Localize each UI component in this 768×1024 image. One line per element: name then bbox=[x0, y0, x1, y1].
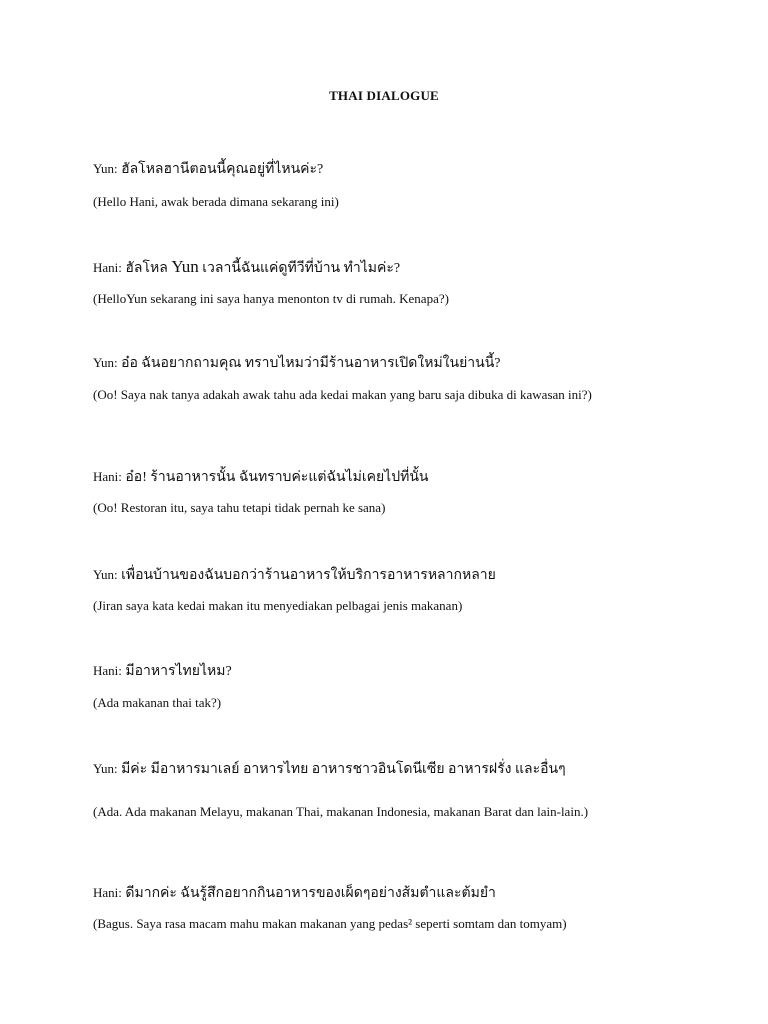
dialogue-line-thai bbox=[93, 160, 675, 178]
name-mention: Yun bbox=[171, 257, 199, 276]
thai-text: มีอาหารไทยไหม? bbox=[125, 664, 232, 679]
thai-text: เวลานี้ฉันแค่ดูทีวีที่บ้าน ทำไมค่ะ? bbox=[202, 261, 401, 276]
dialogue-line-thai bbox=[93, 760, 675, 778]
speaker-name: Hani: bbox=[93, 885, 122, 900]
document-title: THAI DIALOGUE bbox=[329, 88, 439, 103]
thai-text: ฮัลโหลฮานีตอนนี้คุณอยู่ที่ไหนค่ะ? bbox=[121, 162, 324, 177]
dialogue-translation: (Hello Hani, awak berada dimana sekarang ini) bbox=[93, 194, 339, 209]
thai-text: ดีมากค่ะ ฉันรู้สึกอยากกินอาหารของเผ็ดๆอย่างส้มตำและต้มยำ bbox=[125, 886, 496, 901]
dialogue-translation: (Oo! Restoran itu, saya tahu tetapi tidak pernah ke sana) bbox=[93, 500, 386, 515]
speaker-name: Hani: bbox=[93, 469, 122, 484]
dialogue-translation: (HelloYun sekarang ini saya hanya menonton tv di rumah. Kenapa?) bbox=[93, 291, 449, 306]
thai-text: อ๋อ ฉันอยากถามคุณ ทราบไหมว่ามีร้านอาหารเปิดใหม่ในย่านนี้? bbox=[121, 356, 501, 371]
thai-text: มีค่ะ มีอาหารมาเลย์ อาหารไทย อาหารชาวอินโดนีเซีย อาหารฝรั่ง และอื่นๆ bbox=[121, 762, 566, 777]
speaker-name: Yun: bbox=[93, 161, 118, 176]
speaker-name: Yun: bbox=[93, 567, 118, 582]
dialogue-line-thai bbox=[93, 258, 675, 277]
dialogue-translation: (Bagus. Saya rasa macam mahu makan makanan yang pedas² seperti somtam dan tomyam) bbox=[93, 916, 567, 931]
dialogue-translation: (Ada. Ada makanan Melayu, makanan Thai, makanan Indonesia, makanan Barat dan lain-lain.) bbox=[93, 804, 589, 819]
dialogue-line-thai bbox=[93, 468, 675, 486]
thai-text: อ๋อ! ร้านอาหารนั้น ฉันทราบค่ะแต่ฉันไม่เคยไปที่นั้น bbox=[125, 470, 429, 485]
dialogue-line-thai bbox=[93, 884, 675, 902]
speaker-name: Yun: bbox=[93, 761, 118, 776]
dialogue-line-thai bbox=[93, 662, 675, 680]
dialogue-line-thai bbox=[93, 354, 675, 372]
thai-text: เพื่อนบ้านของฉันบอกว่าร้านอาหารให้บริการอาหารหลากหลาย bbox=[121, 568, 496, 583]
dialogue-line-thai bbox=[93, 566, 675, 584]
dialogue-translation: (Oo! Saya nak tanya adakah awak tahu ada kedai makan yang baru saja dibuka di kawasan ini?) bbox=[93, 387, 592, 402]
thai-text-prefix: ฮัลโหล bbox=[125, 261, 168, 276]
speaker-name: Hani: bbox=[93, 260, 122, 275]
dialogue-translation: (Jiran saya kata kedai makan itu menyediakan pelbagai jenis makanan) bbox=[93, 598, 463, 613]
dialogue-translation: (Ada makanan thai tak?) bbox=[93, 695, 222, 710]
speaker-name: Yun: bbox=[93, 355, 118, 370]
speaker-name: Hani: bbox=[93, 663, 122, 678]
